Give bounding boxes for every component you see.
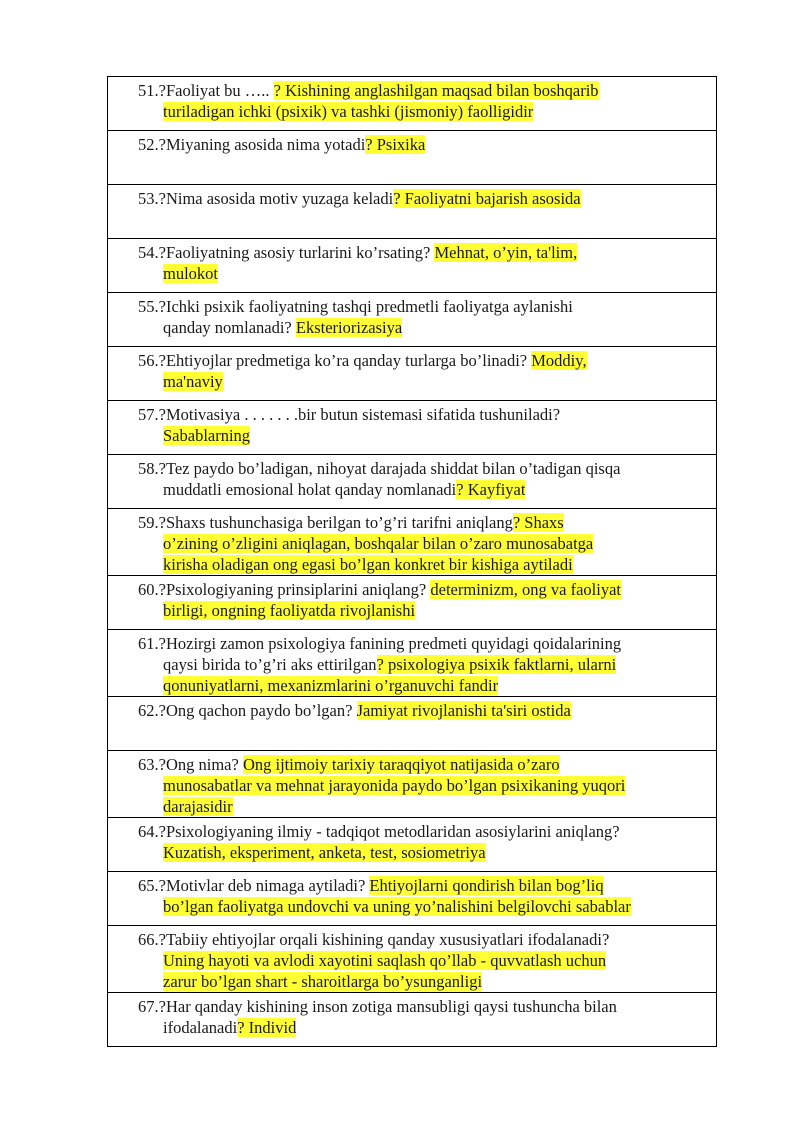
- question-text: 64.?Psixologiyaning ilmiy - tadqiqot metodlaridan asosiylarini aniqlang?: [138, 822, 620, 841]
- question-row: [107, 630, 717, 697]
- highlighted-answer-text: ? Psixika: [365, 135, 426, 154]
- question-row: [107, 401, 717, 455]
- question-continuation-line: [138, 654, 708, 675]
- question-line: [138, 404, 708, 425]
- highlighted-answer-text: Kuzatish, eksperiment, anketa, test, sosiometriya: [163, 843, 486, 862]
- question-row: [107, 926, 717, 993]
- highlighted-answer-text: Ehtiyojlarni qondirish bilan bog’liq: [369, 876, 604, 895]
- question-line: [138, 996, 708, 1017]
- question-row: [107, 455, 717, 509]
- question-line: [138, 188, 708, 209]
- highlighted-answer-text: o’zining o’zligini aniqlagan, boshqalar bilan o’zaro munosabatga: [163, 534, 594, 553]
- highlighted-answer-text: Uning hayoti va avlodi xayotini saqlash qo’llab - quvvatlash uchun: [163, 951, 607, 970]
- question-line: [138, 633, 708, 654]
- question-text: 65.?Motivlar deb nimaga aytiladi?: [138, 876, 370, 895]
- question-line: [138, 134, 708, 155]
- highlighted-answer-text: kirisha oladigan ong egasi bo’lgan konkret bir kishiga aytiladi: [163, 555, 573, 574]
- question-row: [107, 818, 717, 872]
- question-line: [138, 929, 708, 950]
- question-line: [138, 875, 708, 896]
- question-continuation-line: [138, 842, 708, 863]
- question-continuation-line: [138, 533, 708, 554]
- question-row: [107, 697, 717, 751]
- highlighted-answer-text: qonuniyatlarni, mexanizmlarini o’rganuvchi fandir: [163, 676, 499, 695]
- question-continuation-line: [138, 971, 708, 992]
- question-row: [107, 293, 717, 347]
- question-text: 57.?Motivasiya . . . . . . .bir butun sistemasi sifatida tushuniladi?: [138, 405, 561, 424]
- highlighted-answer-text: birligi, ongning faoliyatda rivojlanishi: [163, 601, 416, 620]
- highlighted-answer-text: mulokot: [163, 264, 219, 283]
- question-text: 56.?Ehtiyojlar predmetiga ko’ra qanday turlarga bo’linadi?: [138, 351, 532, 370]
- qa-table: [107, 76, 717, 1047]
- question-line: [138, 579, 708, 600]
- highlighted-answer-text: ? psixologiya psixik faktlarni, ularni: [376, 655, 617, 674]
- highlighted-answer-text: Jamiyat rivojlanishi ta'siri ostida: [356, 701, 571, 720]
- question-line: [138, 700, 708, 721]
- highlighted-answer-text: Sabablarning: [163, 426, 251, 445]
- question-continuation-line: [138, 425, 708, 446]
- highlighted-answer-text: ? Kishining anglashilgan maqsad bilan boshqarib: [273, 81, 599, 100]
- highlighted-answer-text: munosabatlar va mehnat jarayonida paydo bo’lgan psixikaning yuqori: [163, 776, 626, 795]
- question-text: 62.?Ong qachon paydo bo’lgan?: [138, 701, 357, 720]
- highlighted-answer-text: bo’lgan faoliyatga undovchi va uning yo’nalishini belgilovchi sabablar: [163, 897, 631, 916]
- question-line: [138, 458, 708, 479]
- question-line: [138, 242, 708, 263]
- question-row: [107, 347, 717, 401]
- question-text: qaysi birida to’g’ri aks ettirilgan: [163, 655, 377, 674]
- question-row: [107, 576, 717, 630]
- question-continuation-line: [138, 896, 708, 917]
- question-text: 58.?Tez paydo bo’ladigan, nihoyat darajada shiddat bilan o’tadigan qisqa: [138, 459, 621, 478]
- question-text: 61.?Hozirgi zamon psixologiya fanining predmeti quyidagi qoidalarining: [138, 634, 622, 653]
- question-row: [107, 509, 717, 576]
- highlighted-answer-text: zarur bo’lgan shart - sharoitlarga bo’ysunganligi: [163, 972, 483, 991]
- question-row: [107, 77, 717, 131]
- highlighted-answer-text: ? Individ: [237, 1018, 297, 1037]
- question-continuation-line: [138, 675, 708, 696]
- highlighted-answer-text: Moddiy,: [531, 351, 587, 370]
- question-continuation-line: [138, 263, 708, 284]
- question-text: 53.?Nima asosida motiv yuzaga keladi: [138, 189, 394, 208]
- question-continuation-line: [138, 600, 708, 621]
- question-continuation-line: [138, 554, 708, 575]
- question-text: qanday nomlanadi?: [163, 318, 296, 337]
- question-text: 51.?Faoliyat bu …..: [138, 81, 274, 100]
- question-text: 66.?Tabiiy ehtiyojlar orqali kishining qanday xususiyatlari ifodalanadi?: [138, 930, 610, 949]
- highlighted-answer-text: ? Faoliyatni bajarish asosida: [393, 189, 581, 208]
- question-row: [107, 131, 717, 185]
- question-row: [107, 239, 717, 293]
- highlighted-answer-text: ? Kayfiyat: [456, 480, 526, 499]
- highlighted-answer-text: determinizm, ong va faoliyat: [430, 580, 621, 599]
- question-row: [107, 185, 717, 239]
- question-text: 63.?Ong nima?: [138, 755, 243, 774]
- question-line: [138, 296, 708, 317]
- highlighted-answer-text: darajasidir: [163, 797, 233, 816]
- question-row: [107, 751, 717, 818]
- question-line: [138, 350, 708, 371]
- question-continuation-line: [138, 101, 708, 122]
- highlighted-answer-text: turiladigan ichki (psixik) va tashki (jismoniy) faolligidir: [163, 102, 534, 121]
- highlighted-answer-text: Mehnat, o’yin, ta'lim,: [434, 243, 578, 262]
- question-continuation-line: [138, 796, 708, 817]
- question-text: 55.?Ichki psixik faoliyatning tashqi predmetli faoliyatga aylanishi: [138, 297, 573, 316]
- question-row: [107, 993, 717, 1047]
- question-text: 59.?Shaxs tushunchasiga berilgan to’g’ri tarifni aniqlang: [138, 513, 513, 532]
- highlighted-answer-text: Ong ijtimoiy tarixiy taraqqiyot natijasida o’zaro: [242, 755, 560, 774]
- question-text: 52.?Miyaning asosida nima yotadi: [138, 135, 366, 154]
- question-text: muddatli emosional holat qanday nomlanadi: [163, 480, 457, 499]
- question-line: [138, 754, 708, 775]
- question-continuation-line: [138, 371, 708, 392]
- question-text: 67.?Har qanday kishining inson zotiga mansubligi qaysi tushuncha bilan: [138, 997, 617, 1016]
- highlighted-answer-text: Eksteriorizasiya: [295, 318, 403, 337]
- question-line: [138, 512, 708, 533]
- question-text: ifodalanadi: [163, 1018, 238, 1037]
- highlighted-answer-text: ma'naviy: [163, 372, 223, 391]
- question-text: 60.?Psixologiyaning prinsiplarini aniqlang?: [138, 580, 431, 599]
- question-continuation-line: [138, 775, 708, 796]
- question-row: [107, 872, 717, 926]
- question-text: 54.?Faoliyatning asosiy turlarini ko’rsating?: [138, 243, 435, 262]
- highlighted-answer-text: ? Shaxs: [512, 513, 564, 532]
- question-line: [138, 821, 708, 842]
- question-continuation-line: [138, 317, 708, 338]
- question-continuation-line: [138, 950, 708, 971]
- question-continuation-line: [138, 479, 708, 500]
- question-continuation-line: [138, 1017, 708, 1038]
- question-line: [138, 80, 708, 101]
